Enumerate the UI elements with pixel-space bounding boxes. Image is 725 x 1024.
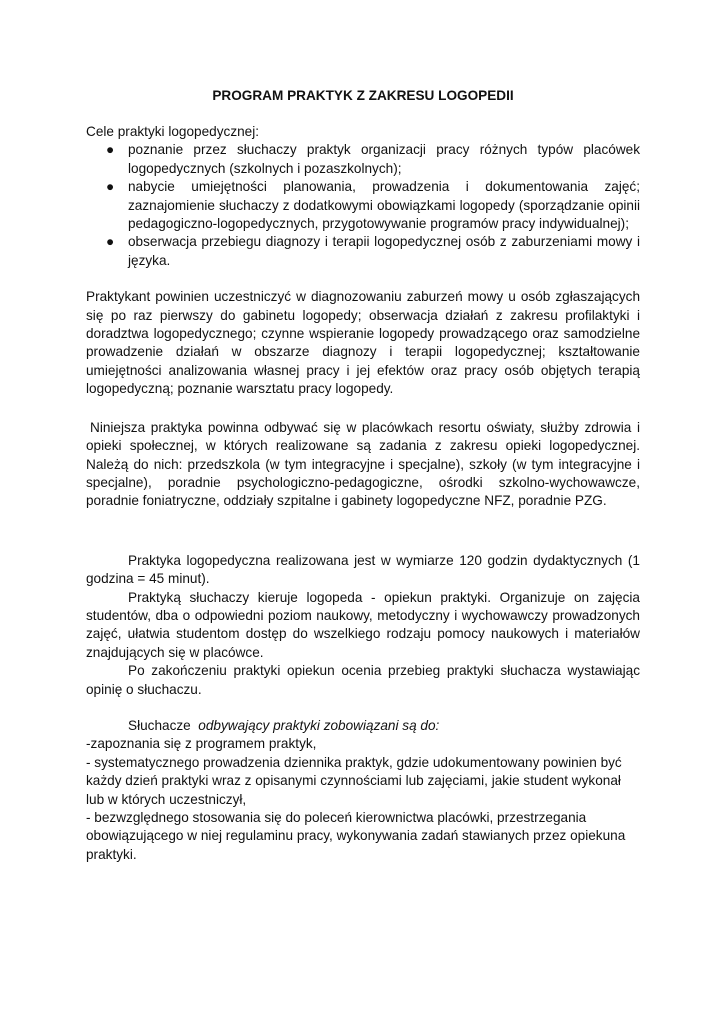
list-item: - systematycznego prowadzenia dziennika praktyk, gdzie udokumentowany powinien być każdy dzień praktyki wraz z opisanymi czynnościami lub zajęciami, jakie student wykonał lub w których uczestniczył, [86,754,622,807]
bullet-icon: ● [106,179,115,195]
list-item [86,141,640,178]
trainee-paragraph: Praktykant powinien uczestniczyć w diagnozowaniu zaburzeń mowy u osób zgłaszających się po raz pierwszy do gabinetu logopedy; obserwacja działań z zakresu profilaktyki i doradztwa logopedycznego; czynne wspieranie logopedy prowadzącego oraz samodzielne prowadzenie działań w obszarze diagnozy i terapii logopedycznej; kształtowanie umiejętności analizowania własnej pracy i jej efektów oraz pracy osób objętych terapią logopedyczną; poznanie warsztatu pracy logopedy. [86,289,640,397]
obligations-lead-text: Słuchacze [128,717,191,733]
goal-text: poznanie przez słuchaczy praktyk organizacji pracy różnych typów placówek logopedycznych (szkolnych i pozaszkolnych); [128,142,640,176]
list-item: -zapoznania się z programem praktyk, [86,736,317,752]
goals-heading: Cele praktyki logopedycznej: [86,124,260,139]
document-body [86,87,640,864]
goal-text: obserwacja przebiegu diagnozy i terapii logopedycznej osób z zaburzeniami mowy i języka. [128,234,640,268]
list-item [86,178,640,233]
list-item [86,233,640,270]
document-title: PROGRAM PRAKTYK Z ZAKRESU LOGOPEDII [212,88,514,103]
bullet-icon: ● [106,234,115,250]
obligations-lead [86,717,640,735]
list-item: - bezwzględnego stosowania się do poleceń kierownictwa placówki, przestrzegania obowiązującego w niej regulaminu pracy, wykonywania zadań stawianych przez opiekuna praktyki. [86,810,626,862]
bullet-icon: ● [106,142,115,158]
hours-paragraph: Praktyka logopedyczna realizowana jest w wymiarze 120 godzin dydaktycznych (1 godzina = 45 minut). [86,552,640,587]
obligations-list [86,735,626,864]
evaluation-paragraph: Po zakończeniu praktyki opiekun ocenia przebieg praktyki słuchacza wystawiając opinię o słuchaczu. [86,663,640,697]
obligations-lead-italic: odbywający praktyki zobowiązani są do: [198,717,440,733]
goals-list [86,141,640,270]
goal-text: nabycie umiejętności planowania, prowadzenia i dokumentowania zajęć; zaznajomienie słuchaczy z dodatkowymi obowiązkami logopedy (sporządzanie opinii pedagogiczno-logopedycznych, przygotowywanie programów pracy indywidualnej); [128,179,640,232]
places-paragraph: Niniejsza praktyka powinna odbywać się w placówkach resortu oświaty, służby zdrowia i opieki społecznej, w których realizowane są zadania z zakresu opieki logopedycznej. Należą do nich: przedszkola (w tym integracyjne i specjalne), szkoły (w tym integracyjne i specjalne), poradnie psychologiczno-pedagogiczne, ośrodki szkolno-wychowawcze, poradnie foniatryczne, oddziały szpitalne i gabinety logopedyczne NFZ, poradnie PZG. [86,419,640,509]
supervisor-paragraph: Praktyką słuchaczy kieruje logopeda - opiekun praktyki. Organizuje on zajęcia studentów, dba o odpowiedni poziom naukowy, metodyczny i wychowawczy prowadzonych zajęć, ułatwia studentom dostęp do wszelkiego rodzaju pomocy naukowych i materiałów znajdujących się w placówce. [86,589,640,660]
